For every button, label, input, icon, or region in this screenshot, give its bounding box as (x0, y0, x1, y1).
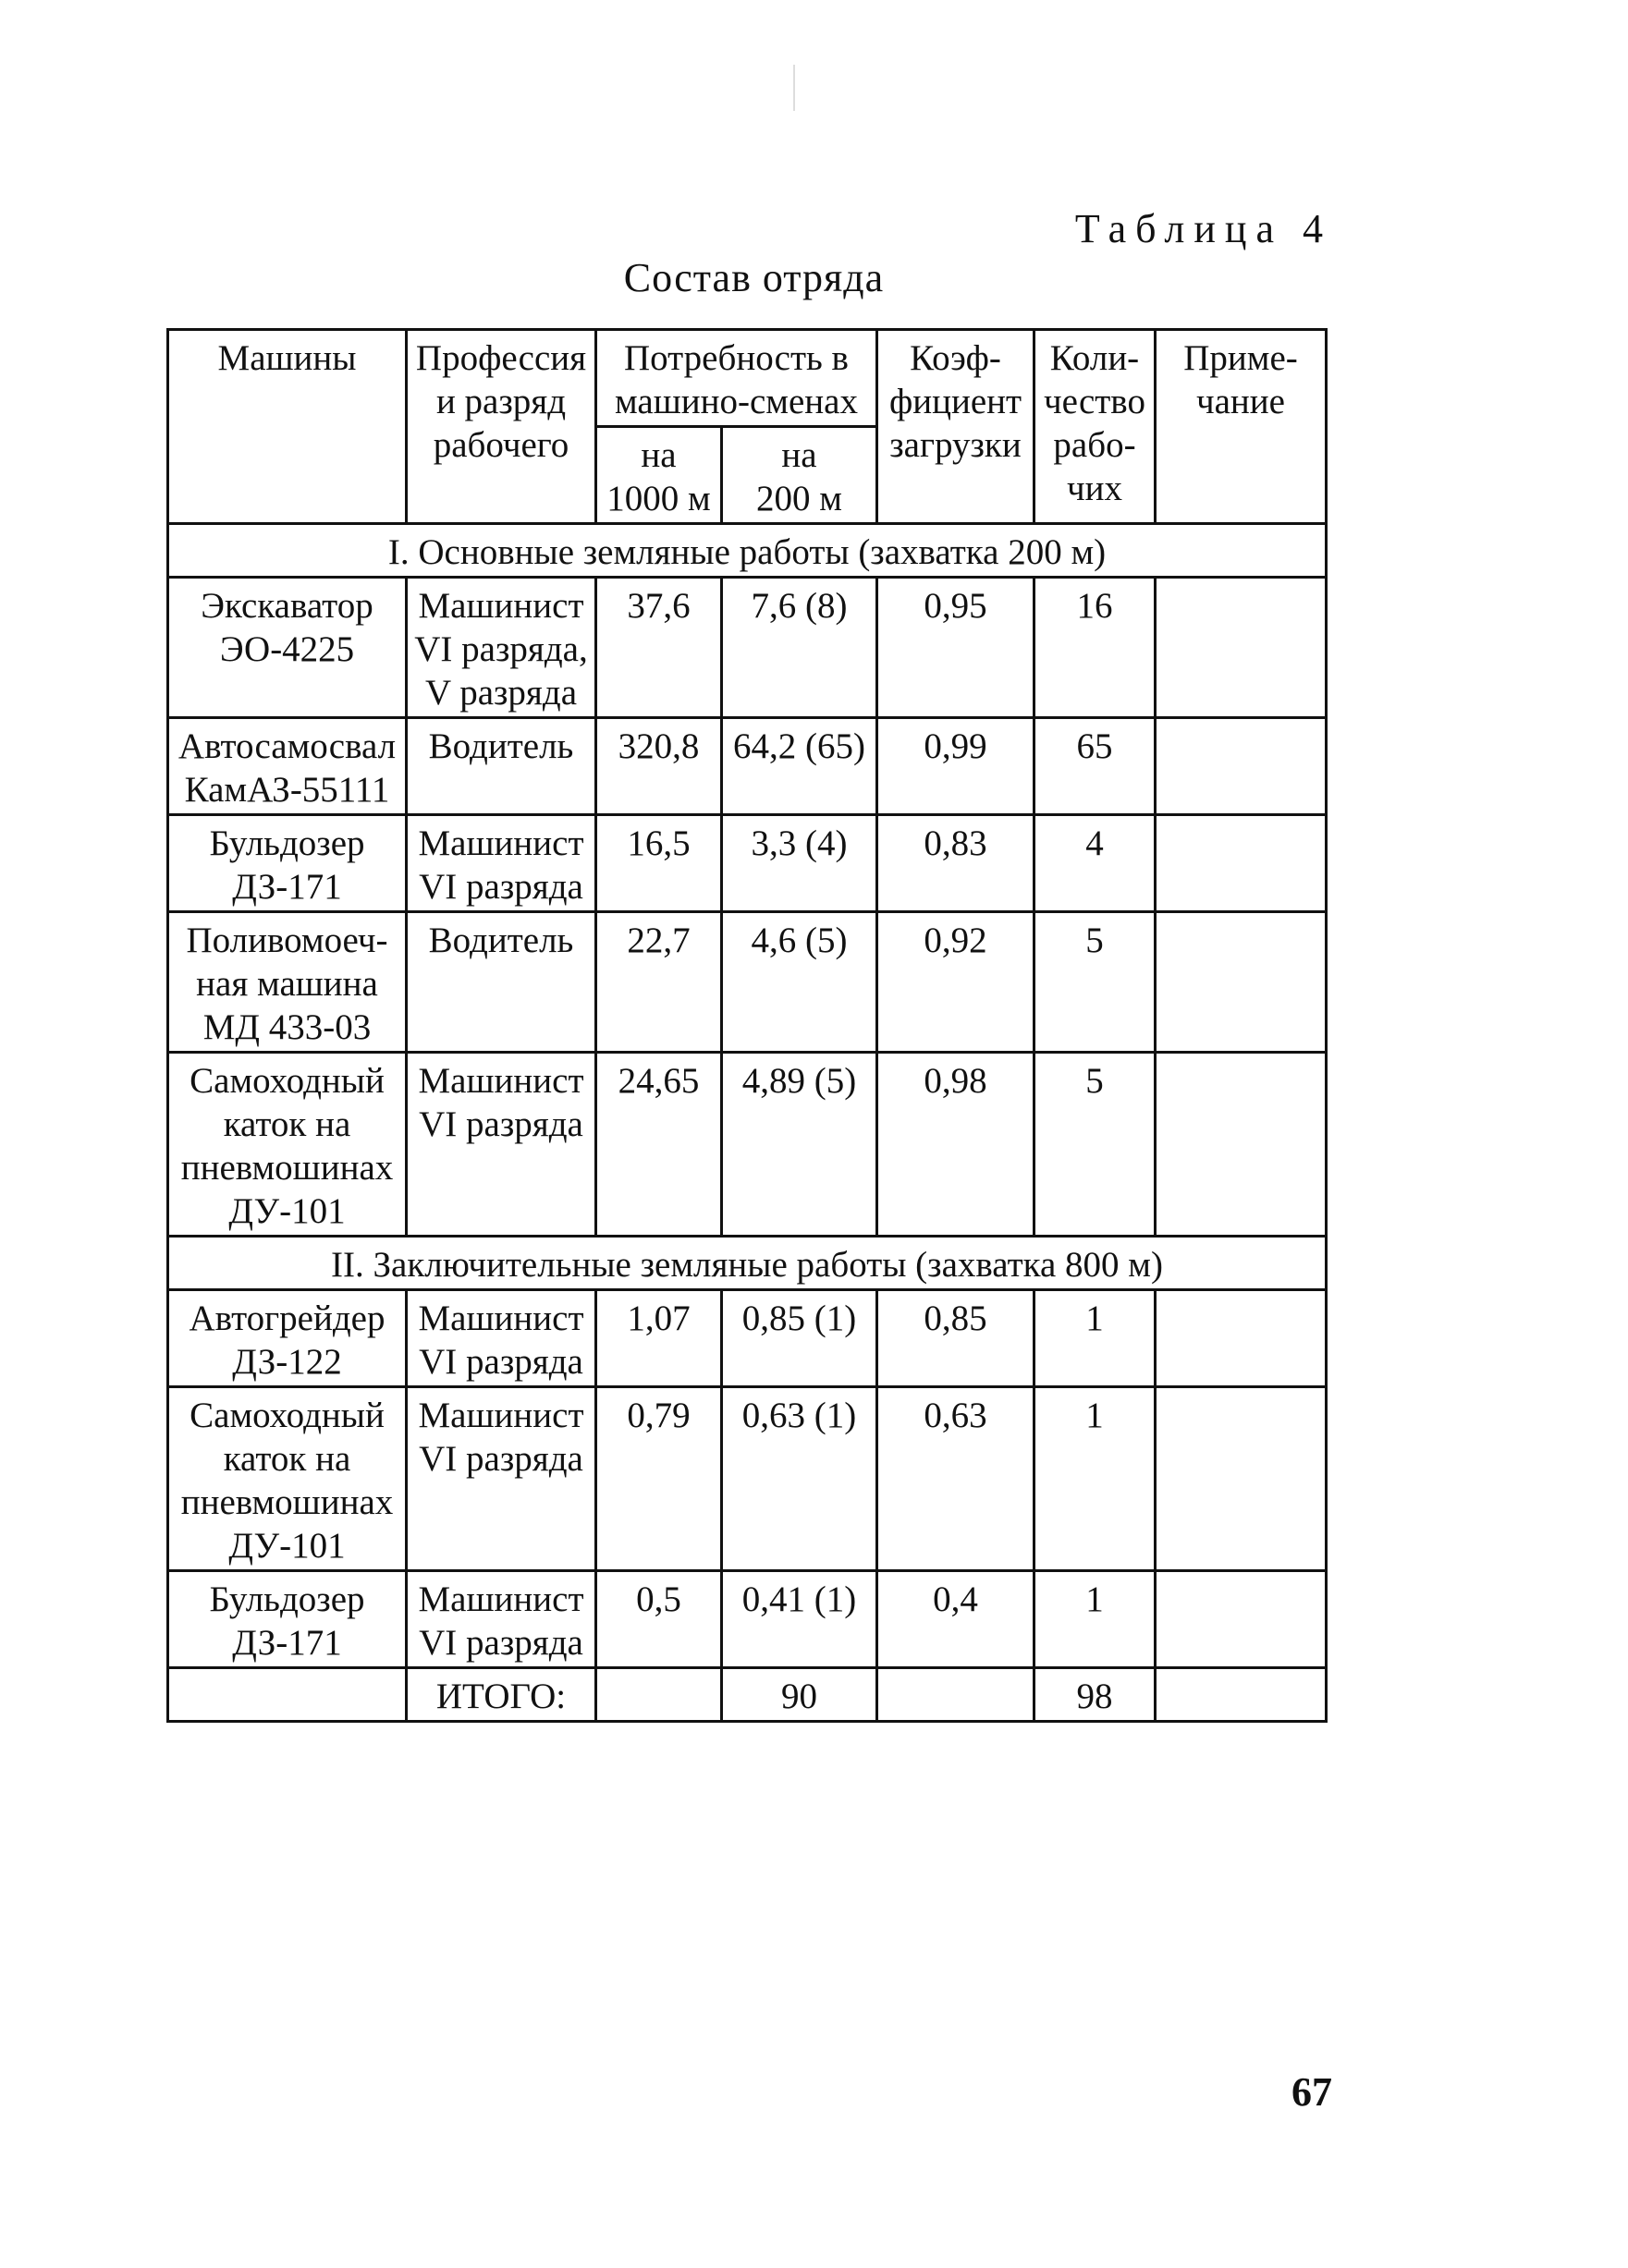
note-cell (1156, 578, 1327, 718)
machine-cell (168, 718, 407, 815)
text-line: Экскаватор (201, 586, 373, 626)
workers-cell: 1 (1034, 1290, 1156, 1387)
text-line: Потребность в (624, 338, 849, 378)
total-empty-cell (1156, 1668, 1327, 1722)
text-line: Автосамосвал (177, 726, 397, 766)
total-demand-200: 90 (722, 1668, 877, 1722)
text-line: фициент (888, 382, 1022, 421)
text-line: ДЗ-171 (232, 867, 342, 907)
text-line: Машинист (418, 1299, 584, 1338)
note-cell (1156, 1290, 1327, 1387)
text-line: КамАЗ-55111 (184, 770, 390, 810)
header-note (1156, 330, 1327, 524)
demand-200-cell: 4,6 (5) (722, 912, 877, 1053)
text-line: VI разряда (419, 1104, 583, 1144)
text-line: пневмошинах (180, 1148, 394, 1188)
demand-200-cell: 4,89 (5) (722, 1053, 877, 1237)
table-row (168, 1571, 1327, 1668)
header-demand (596, 330, 877, 427)
text-line: Машинист (418, 1579, 584, 1619)
table-label: Таблица 4 (1074, 206, 1332, 251)
total-empty-cell (168, 1668, 407, 1722)
text-line: VI разряда (419, 1623, 583, 1663)
machine-cell (168, 1053, 407, 1237)
demand-200-cell: 0,41 (1) (722, 1571, 877, 1668)
text-line: Коэф- (910, 338, 1001, 378)
machine-cell (168, 1290, 407, 1387)
section-title: II. Заключительные земляные работы (захватка 800 м) (168, 1237, 1327, 1290)
text-line: VI разряда, (414, 629, 588, 669)
coef-cell: 0,95 (877, 578, 1034, 718)
coef-cell: 0,85 (877, 1290, 1034, 1387)
text-line: ЭО-4225 (219, 629, 355, 669)
text-line: Профессия (415, 338, 587, 378)
table-row (168, 1387, 1327, 1571)
profession-cell (407, 578, 596, 718)
total-label: ИТОГО: (407, 1668, 596, 1722)
table-row (168, 578, 1327, 718)
text-line: Машинист (418, 586, 584, 626)
text-line: каток на (223, 1104, 351, 1144)
text-line: 200 м (756, 479, 842, 518)
text-line: ДУ-101 (228, 1526, 346, 1566)
profession-cell (407, 1387, 596, 1571)
text-line: загрузки (889, 425, 1022, 465)
profession-cell (407, 1290, 596, 1387)
note-cell (1156, 815, 1327, 912)
header-demand-1000 (596, 427, 722, 524)
table-row (168, 1053, 1327, 1237)
scan-mark (793, 65, 795, 111)
text-line: рабочего (433, 425, 569, 465)
workers-cell: 4 (1034, 815, 1156, 912)
demand-1000-cell: 0,79 (596, 1387, 722, 1571)
text-line: рабо- (1053, 425, 1136, 465)
coef-cell: 0,63 (877, 1387, 1034, 1571)
profession-cell (407, 815, 596, 912)
profession-cell (407, 1571, 596, 1668)
workers-cell: 1 (1034, 1387, 1156, 1571)
text-line: ДЗ-171 (232, 1623, 342, 1663)
coef-cell: 0,83 (877, 815, 1034, 912)
text-line: Машинист (418, 1396, 584, 1435)
total-workers: 98 (1034, 1668, 1156, 1722)
text-line: 1000 м (606, 479, 711, 518)
note-cell (1156, 718, 1327, 815)
text-line: ная машина (196, 964, 378, 1004)
header-demand-200 (722, 427, 877, 524)
header-workers (1034, 330, 1156, 524)
section-row (168, 1237, 1327, 1290)
profession-cell (407, 912, 596, 1053)
text-line: ДУ-101 (228, 1191, 346, 1231)
total-row (168, 1668, 1327, 1722)
text-line: и разряд (435, 382, 567, 421)
text-line: Водитель (428, 726, 574, 766)
text-line: Водитель (428, 921, 574, 960)
workers-cell: 1 (1034, 1571, 1156, 1668)
total-empty-cell (596, 1668, 722, 1722)
text-line: пневмошинах (180, 1482, 394, 1522)
text-line: Самоходный (190, 1396, 385, 1435)
note-cell (1156, 1053, 1327, 1237)
demand-200-cell: 64,2 (65) (722, 718, 877, 815)
section-title: I. Основные земляные работы (захватка 200 м) (168, 524, 1327, 578)
machine-cell (168, 912, 407, 1053)
demand-200-cell: 0,85 (1) (722, 1290, 877, 1387)
header-coef (877, 330, 1034, 524)
section-row (168, 524, 1327, 578)
workers-cell: 16 (1034, 578, 1156, 718)
machine-cell (168, 578, 407, 718)
text-line: ДЗ-122 (232, 1342, 342, 1382)
workers-cell: 5 (1034, 1053, 1156, 1237)
machine-cell (168, 815, 407, 912)
total-empty-cell (877, 1668, 1034, 1722)
coef-cell: 0,4 (877, 1571, 1034, 1668)
text-line: Бульдозер (209, 823, 365, 863)
demand-200-cell: 3,3 (4) (722, 815, 877, 912)
text-line: машино-сменах (615, 382, 858, 421)
coef-cell: 0,98 (877, 1053, 1034, 1237)
header-profession (407, 330, 596, 524)
machine-cell (168, 1571, 407, 1668)
text-line: чание (1196, 382, 1285, 421)
demand-1000-cell: 320,8 (596, 718, 722, 815)
workers-cell: 65 (1034, 718, 1156, 815)
coef-cell: 0,92 (877, 912, 1034, 1053)
demand-1000-cell: 22,7 (596, 912, 722, 1053)
table-row (168, 912, 1327, 1053)
text-line: Коли- (1049, 338, 1140, 378)
machine-cell (168, 1387, 407, 1571)
demand-1000-cell: 1,07 (596, 1290, 722, 1387)
text-line: VI разряда (419, 867, 583, 907)
text-line: Самоходный (190, 1061, 385, 1101)
note-cell (1156, 912, 1327, 1053)
demand-200-cell: 7,6 (8) (722, 578, 877, 718)
table-caption: Состав отряда (623, 255, 885, 300)
text-line: Бульдозер (209, 1579, 365, 1619)
table-row (168, 718, 1327, 815)
text-line: V разряда (424, 673, 578, 713)
workers-cell: 5 (1034, 912, 1156, 1053)
demand-1000-cell: 16,5 (596, 815, 722, 912)
header-machines (168, 330, 407, 524)
note-cell (1156, 1571, 1327, 1668)
text-line: VI разряда (419, 1342, 583, 1382)
text-line: на (641, 435, 677, 475)
table-body (168, 330, 1327, 1722)
table-row (168, 1290, 1327, 1387)
text-line: каток на (223, 1439, 351, 1479)
coef-cell: 0,99 (877, 718, 1034, 815)
crew-table (166, 328, 1328, 1723)
text-line: Машины (217, 338, 357, 378)
text-line: Автогрейдер (189, 1299, 386, 1338)
text-line: Машинист (418, 1061, 584, 1101)
text-line: чество (1044, 382, 1145, 421)
text-line: Приме- (1183, 338, 1298, 378)
demand-1000-cell: 37,6 (596, 578, 722, 718)
page-number: 67 (1291, 2069, 1332, 2115)
text-line: VI разряда (419, 1439, 583, 1479)
text-line: чих (1067, 469, 1122, 508)
profession-cell (407, 1053, 596, 1237)
demand-1000-cell: 0,5 (596, 1571, 722, 1668)
text-line: МД 433-03 (202, 1007, 372, 1047)
text-line: Поливомоеч- (186, 921, 388, 960)
demand-200-cell: 0,63 (1) (722, 1387, 877, 1571)
note-cell (1156, 1387, 1327, 1571)
profession-cell (407, 718, 596, 815)
demand-1000-cell: 24,65 (596, 1053, 722, 1237)
text-line: на (781, 435, 817, 475)
header-row-1 (168, 330, 1327, 427)
table-row (168, 815, 1327, 912)
text-line: Машинист (418, 823, 584, 863)
